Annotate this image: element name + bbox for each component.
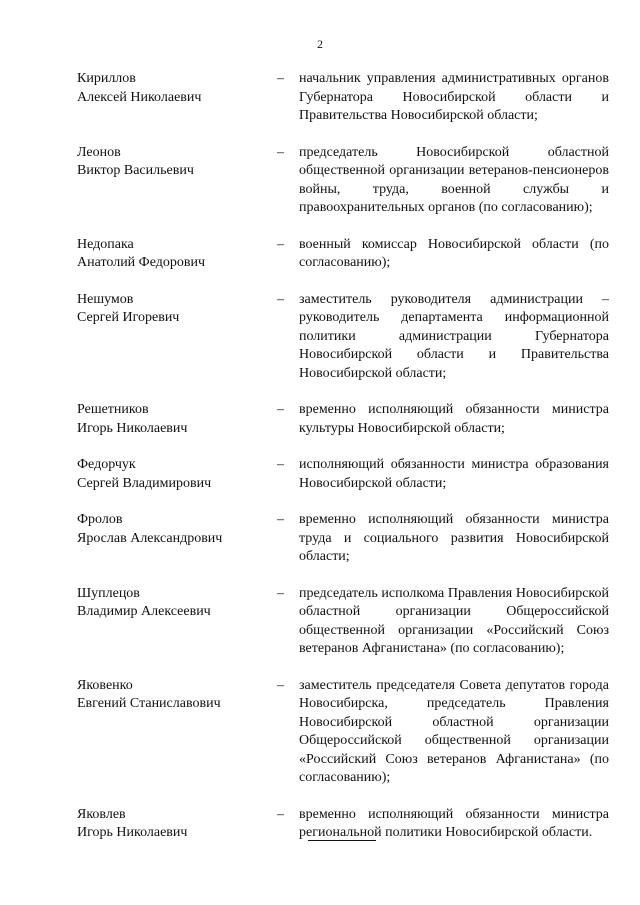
member-position: председатель Новосибирской областной общественной организации ветеранов-пенсионеров войны, труда, военной службы и правоохранительных органов (по согласованию); bbox=[299, 144, 609, 215]
member-surname: Нешумов bbox=[77, 291, 134, 307]
member-name bbox=[77, 585, 277, 622]
member-given-names: Анатолий Федорович bbox=[77, 255, 206, 270]
member-name bbox=[77, 456, 277, 493]
member-entry bbox=[77, 236, 609, 273]
member-position: заместитель председателя Совета депутатов города Новосибирска, председатель Правления Новосибирской областной организации Общероссийской общественной организации «Российский Союз ветеранов Афганистана» (по согласованию); bbox=[299, 677, 609, 785]
member-position: военный комиссар Новосибирской области (по согласованию); bbox=[299, 236, 609, 270]
member-entry bbox=[77, 291, 609, 384]
member-entry bbox=[77, 456, 609, 493]
member-entry bbox=[77, 806, 609, 843]
separator-dash: – bbox=[277, 512, 284, 527]
member-surname: Леонов bbox=[77, 144, 121, 160]
member-entry bbox=[77, 401, 609, 438]
member-name bbox=[77, 806, 277, 843]
separator-dash: – bbox=[277, 677, 284, 693]
member-name bbox=[77, 236, 277, 273]
separator-dash: – bbox=[277, 71, 284, 86]
member-name bbox=[77, 144, 277, 181]
separator-dash: – bbox=[277, 457, 284, 472]
separator-dash: – bbox=[277, 402, 284, 417]
member-entry bbox=[77, 70, 609, 126]
separator-dash: – bbox=[277, 806, 284, 822]
member-name bbox=[77, 401, 277, 438]
member-list bbox=[77, 70, 609, 861]
member-given-names: Владимир Алексеевич bbox=[77, 604, 211, 619]
member-entry bbox=[77, 511, 609, 567]
member-entry bbox=[77, 585, 609, 659]
separator-dash: – bbox=[277, 291, 284, 307]
member-surname: Федорчук bbox=[77, 457, 136, 472]
member-given-names: Евгений Станиславович bbox=[77, 696, 221, 711]
member-surname: Яковлев bbox=[77, 806, 126, 822]
member-entry bbox=[77, 677, 609, 788]
member-given-names: Игорь Николаевич bbox=[77, 420, 188, 436]
page-number: 2 bbox=[317, 37, 323, 51]
member-entry bbox=[77, 144, 609, 218]
member-position: временно исполняющий обязанности министра культуры Новосибирской области; bbox=[299, 402, 609, 436]
member-name bbox=[77, 677, 277, 714]
member-name bbox=[77, 291, 277, 328]
member-surname: Кириллов bbox=[77, 71, 136, 86]
member-surname: Решетников bbox=[77, 402, 149, 417]
member-surname: Шуплецов bbox=[77, 585, 140, 601]
member-surname: Фролов bbox=[77, 512, 123, 527]
member-name bbox=[77, 70, 277, 107]
member-surname: Яковенко bbox=[77, 677, 133, 693]
separator-dash: – bbox=[277, 236, 284, 252]
member-name bbox=[77, 511, 277, 548]
member-given-names: Алексей Николаевич bbox=[77, 89, 202, 105]
member-given-names: Игорь Николаевич bbox=[77, 825, 188, 840]
member-position: председатель исполкома Правления Новосибирской областной организации Общероссийской общественной организации «Российский Союз ветеранов Афганистана» (по согласованию); bbox=[299, 585, 609, 656]
member-given-names: Виктор Васильевич bbox=[77, 163, 194, 178]
member-position: временно исполняющий обязанности министра региональной политики Новосибирской области. bbox=[299, 806, 609, 840]
separator-dash: – bbox=[277, 585, 284, 601]
separator-dash: – bbox=[277, 144, 284, 160]
member-given-names: Сергей Игоревич bbox=[77, 310, 180, 325]
member-position: заместитель руководителя администрации – руководитель департамента информационной политики администрации Губернатора Новосибирской области и Правительства Новосибирской области; bbox=[299, 291, 609, 381]
member-position: исполняющий обязанности министра образования Новосибирской области; bbox=[299, 457, 609, 491]
member-position: начальник управления административных органов Губернатора Новосибирской области и Правительства Новосибирской области; bbox=[299, 71, 609, 123]
end-of-document-rule bbox=[308, 840, 376, 841]
member-position: временно исполняющий обязанности министра труда и социального развития Новосибирской области; bbox=[299, 512, 609, 564]
member-surname: Недопака bbox=[77, 236, 134, 252]
member-given-names: Сергей Владимирович bbox=[77, 475, 212, 491]
member-given-names: Ярослав Александрович bbox=[77, 530, 223, 546]
